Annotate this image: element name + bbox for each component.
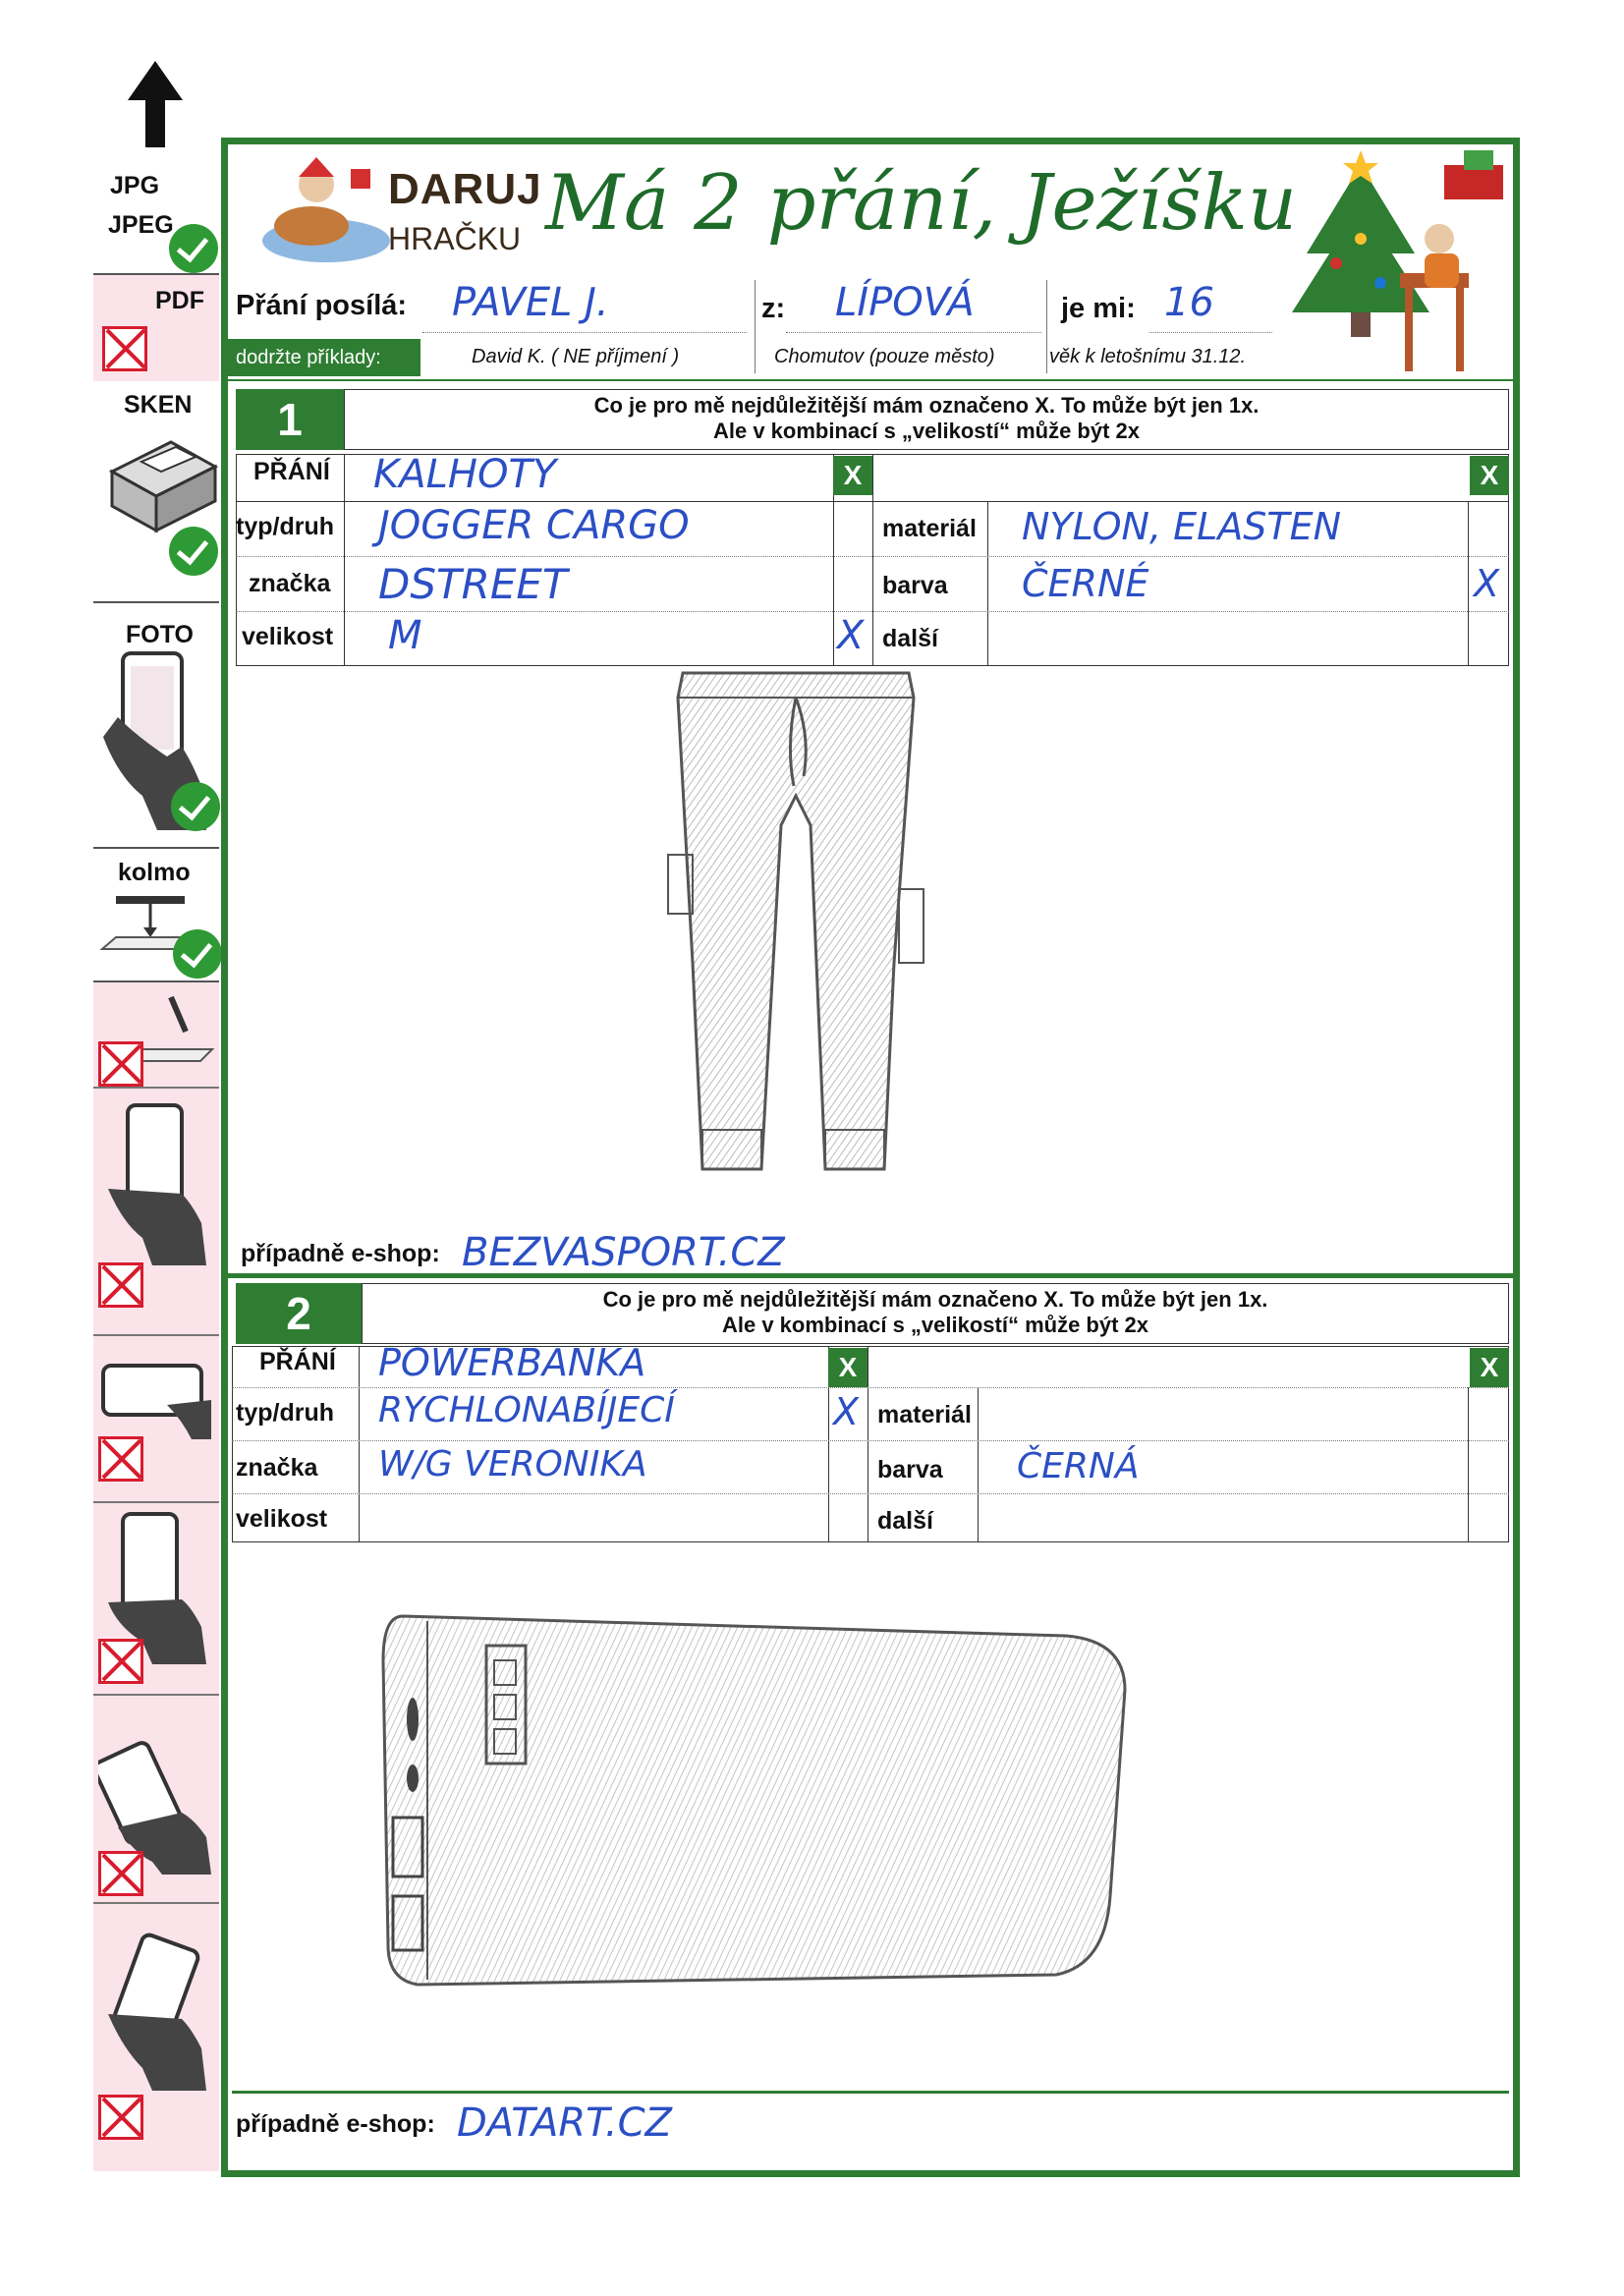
value-type[interactable]: RYCHLONABÍJECÍ	[378, 1390, 675, 1430]
phone-hand-icon	[98, 1100, 216, 1267]
cross-icon	[98, 1041, 143, 1087]
priority-mark[interactable]: X	[1470, 1348, 1509, 1387]
logo-hracku: HRAČKU	[388, 221, 522, 256]
christmas-tree-illustration	[1267, 145, 1513, 381]
wish-number: 1	[236, 389, 344, 450]
sender-city[interactable]: LÍPOVÁ	[835, 280, 975, 325]
priority-mark[interactable]: X	[837, 613, 865, 658]
label-type: typ/druh	[236, 513, 334, 540]
city-label: z:	[761, 293, 786, 324]
label-jpeg: JPEG	[108, 211, 174, 239]
page-title: Má 2 přání, Ježíšku	[545, 159, 1298, 248]
priority-mark[interactable]: X	[833, 456, 872, 495]
value-wish[interactable]: KALHOTY	[373, 452, 557, 497]
label-material: materiál	[882, 515, 977, 542]
value-eshop[interactable]: BEZVASPORT.CZ	[462, 1230, 785, 1275]
label-color: barva	[882, 572, 948, 599]
priority-mark[interactable]: X	[1470, 456, 1509, 495]
check-icon	[169, 527, 218, 576]
value-brand[interactable]: W/G VERONIKA	[378, 1444, 647, 1484]
label-other: další	[877, 1507, 933, 1535]
wish-number: 2	[236, 1283, 362, 1344]
example-name: David K. ( NE příjmení )	[472, 346, 680, 367]
cross-icon	[98, 2095, 143, 2140]
wish-note-line2: Ale v kombinací s „velikostí“ může být 2x	[712, 419, 1141, 443]
value-type[interactable]: JOGGER CARGO	[378, 503, 690, 548]
label-wish: PŘÁNÍ	[259, 1348, 336, 1375]
priority-mark[interactable]: X	[828, 1348, 868, 1387]
value-wish[interactable]: POWERBANKA	[378, 1341, 646, 1384]
value-size[interactable]: M	[388, 613, 422, 658]
label-size: velikost	[242, 623, 334, 650]
santa-logo-icon	[257, 157, 395, 270]
cross-icon	[102, 326, 147, 371]
label-wish: PŘÁNÍ	[253, 458, 330, 485]
label-foto: FOTO	[126, 621, 194, 648]
wish-note-line1: Co je pro mě nejdůležitější mám označeno X. To může být jen 1x.	[602, 1287, 1268, 1312]
sender-age[interactable]: 16	[1164, 280, 1214, 325]
check-icon	[173, 929, 222, 979]
label-kolmo: kolmo	[118, 859, 191, 886]
label-color: barva	[877, 1456, 943, 1484]
value-color[interactable]: ČERNÉ	[1022, 562, 1149, 605]
wish-note-line1: Co je pro mě nejdůležitější mám označeno X. To může být jen 1x.	[593, 393, 1260, 418]
age-label: je mi:	[1061, 293, 1136, 324]
example-city: Chomutov (pouze město)	[774, 346, 995, 367]
label-pdf: PDF	[155, 287, 204, 314]
value-brand[interactable]: DSTREET	[378, 560, 568, 608]
label-sken: SKEN	[124, 391, 193, 419]
value-color[interactable]: ČERNÁ	[1017, 1446, 1140, 1486]
example-age: věk k letošnímu 31.12.	[1049, 346, 1247, 367]
label-material: materiál	[877, 1401, 972, 1428]
value-eshop[interactable]: DATART.CZ	[457, 2100, 672, 2146]
examples-label: dodržte příklady:	[228, 339, 420, 376]
phone-landscape-icon	[98, 1346, 216, 1444]
priority-mark[interactable]: X	[833, 1390, 860, 1433]
cross-icon	[98, 1851, 143, 1896]
priority-mark[interactable]: X	[1474, 562, 1500, 605]
label-brand: značka	[249, 570, 331, 597]
label-brand: značka	[236, 1454, 318, 1482]
label-eshop: případně e-shop:	[241, 1240, 440, 1267]
cross-icon	[98, 1639, 143, 1684]
label-size: velikost	[236, 1505, 328, 1533]
phone-tilted-hand-icon	[98, 1926, 216, 2093]
label-jpg: JPG	[110, 172, 160, 199]
arrow-up-icon	[126, 61, 185, 149]
label-other: další	[882, 625, 938, 652]
sender-name[interactable]: PAVEL J.	[452, 280, 609, 325]
value-material[interactable]: NYLON, ELASTEN	[1022, 505, 1342, 548]
check-icon	[169, 224, 218, 273]
cross-icon	[98, 1436, 143, 1482]
sender-label: Přání posílá:	[236, 290, 408, 321]
powerbank-drawing	[378, 1601, 1145, 2004]
check-icon	[171, 782, 220, 831]
label-type: typ/druh	[236, 1399, 334, 1427]
logo-daruj: DARUJ	[388, 165, 542, 213]
cross-icon	[98, 1262, 143, 1308]
wish-note-line2: Ale v kombinací s „velikostí“ může být 2x	[721, 1313, 1149, 1337]
label-eshop: případně e-shop:	[236, 2110, 435, 2138]
scanner-icon	[102, 422, 220, 540]
pants-drawing	[648, 668, 943, 1218]
